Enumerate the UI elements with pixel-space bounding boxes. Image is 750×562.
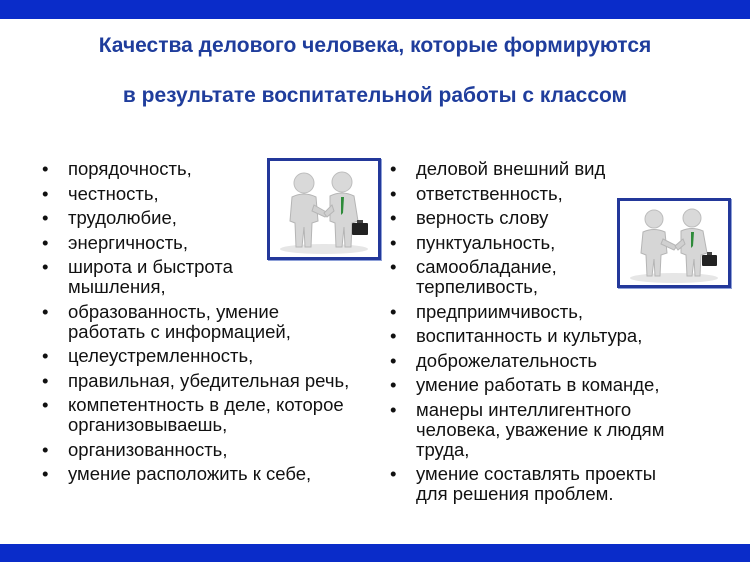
list-item: • самообладание, терпеливость,	[388, 257, 586, 297]
list-item: • доброжелательность	[388, 351, 738, 371]
list-item: • пунктуальность,	[388, 233, 738, 253]
list-item: • воспитанность и культура,	[388, 326, 738, 346]
bottom-bar	[0, 544, 750, 562]
title-line-2: в результате воспитательной работы с классом	[122, 84, 628, 107]
list-item: • предприимчивость,	[388, 302, 738, 322]
handshake-icon	[270, 161, 378, 257]
list-item: • организованность,	[40, 440, 370, 460]
list-item: • порядочность,	[40, 159, 370, 179]
list-item: • трудолюбие,	[40, 208, 370, 228]
list-item: • образованность, умение работать с информацией,	[40, 302, 358, 342]
list-item: • правильная, убедительная речь,	[40, 371, 368, 391]
list-item: • умение работать в команде,	[388, 375, 738, 395]
list-item: • умение составлять проекты для решения проблем.	[388, 464, 676, 504]
list-item: • деловой внешний вид	[388, 159, 738, 179]
list-item: • верность слову	[388, 208, 738, 228]
handshake-icon	[620, 201, 728, 285]
list-item: • компетентность в деле, которое организовываешь,	[40, 395, 368, 435]
list-item: • ответственность,	[388, 184, 738, 204]
top-bar	[0, 0, 750, 19]
handshake-illustration-right	[617, 198, 731, 288]
list-item: • энергичность,	[40, 233, 370, 253]
list-item: • честность,	[40, 184, 370, 204]
handshake-illustration-left	[267, 158, 381, 260]
title-line-1: Качества делового человека, которые формируются	[98, 34, 652, 57]
list-item: • целеустремленность,	[40, 346, 370, 366]
list-item: • манеры интеллигентного человека, уважение к людям труда,	[388, 400, 716, 460]
list-item: • широта и быстрота мышления,	[40, 257, 278, 297]
list-item: • умение расположить к себе,	[40, 464, 370, 484]
